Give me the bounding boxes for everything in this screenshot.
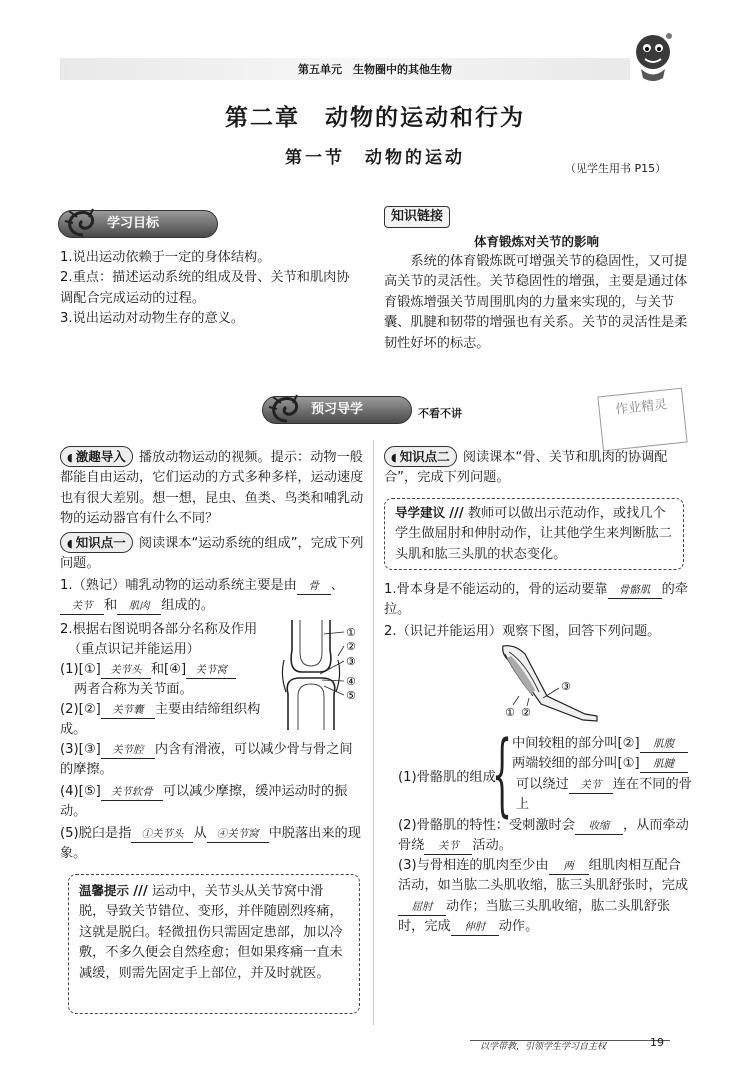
m1-line [512,775,692,816]
m2 [398,816,690,857]
sub-text: 可以减少摩擦，缓冲运动时的振动。 [60,784,348,820]
answer-blank: 关节头 [101,663,151,679]
sub-text: (2)[ [60,702,84,717]
m1-line [512,754,692,774]
sub1 [60,660,285,701]
sub-text: ] [180,662,187,677]
column-divider [373,440,374,1025]
stamp: 作业精灵 [597,388,687,452]
learning-goals-list [60,248,360,330]
sub2 [60,700,285,741]
sub-text: 两者合称为关节面。 [74,682,193,698]
m1-text: 两端较细的部分叫[ [512,756,623,772]
knee-joint-diagram [280,620,365,730]
page-number: 19 [650,1036,664,1049]
knowledge-link-body: 系统的体育锻炼既可增强关节的稳固性，又可提高关节的灵活性。关节稳固性的增强，主要是通过体育锻炼增强关节周围肌肉的力量来实现的，与关节囊、肌腱和韧带的增强也有关系。关节的灵活性是柔韧性好坏的标志。 [384,254,688,351]
m3-text: 动作；当肱三头肌收缩，肱二头肌舒张时，完成 [398,898,671,935]
swirl-icon [63,205,103,241]
slash-icon: /// [449,506,464,521]
m2-text: 活动。 [472,838,512,854]
intro-block [60,446,365,530]
sub-text: 中脱落出来的现象。 [60,826,361,862]
arm-label: ③ [561,680,571,693]
sub-num: ④ [169,662,181,677]
answer-blank: 肌肉 [117,599,161,615]
sub-text: ] [95,784,101,799]
answer-blank: 关节 [60,599,104,615]
sub-text: 从 [193,826,207,841]
sub-num: ⑤ [83,784,96,799]
m2-text: (2)骨骼肌的特性：受刺激时会 [398,818,575,833]
intro-text: 播放动物运动的视频。提示：动物一般都能自由运动，它们运动的方式多种多样，运动速度也有很大差别。想一想，昆虫、鱼类、鸟类和哺乳动物的运动器官有什么不同？ [60,450,364,527]
answer-blank: 关节囊 [101,703,155,719]
m3-text: 动作。 [498,919,539,935]
answer-blank: 屈肘 [398,900,446,916]
q2 [60,620,290,661]
slash-icon: /// [133,884,148,899]
m1-text: ] [634,756,640,772]
sub5 [60,824,365,865]
q2-subtext: （重点识记并能运用） [68,642,200,658]
m1-label: (1)骨骼肌的组成 [398,770,496,785]
diagram-label: ③ [346,655,356,668]
section-title: 第一节 动物的运动 [285,148,465,168]
m2-text: ，从而牵动骨绕 [398,818,689,854]
knowledge-link-title: 体育锻炼对关节的影响 [473,234,599,249]
sub-text: 内含有滑液，可以减少骨与骨之间的摩擦。 [60,742,353,778]
m1-text: 连在不同的骨上 [516,776,692,813]
answer-blank: 肌腹 [640,737,688,753]
sub-text: (5)脱臼是指 [60,826,132,841]
sub-text: (3)[ [60,742,84,757]
q1-text: 、 [330,578,344,593]
knowledge-link-tag: 知识链接 [384,206,450,228]
sub-text: ] [95,662,101,677]
m3 [398,856,690,938]
answer-blank: 关节软骨 [101,785,163,801]
m1-num: ② [622,736,635,751]
arm-label: ② [521,706,531,719]
kp2-tag: ◖ 知识点二 [384,446,457,467]
sub-text: 和[ [150,662,170,677]
preview-subtitle: 不看不讲 [418,407,462,420]
answer-blank: ④关节窝 [207,827,269,843]
preview-banner [262,396,412,424]
goal-item: 2.重点：描述运动系统的组成及骨、关节和肌肉协调配合完成运动的过程。 [60,270,350,306]
guide-title: 导学建议 [395,505,446,520]
warm-tip-box [68,874,360,1014]
sub4 [60,782,365,823]
learning-goals-banner [58,210,218,238]
unit-header: 第五单元 生物圈中的其他生物 [298,63,452,76]
m3-text: (3)与骨相连的肌肉至少由 [398,858,549,873]
m1-text: ] [634,736,640,751]
sub-text: (4)[ [60,784,84,799]
diagram-label: ② [346,640,356,653]
guide-box [384,498,684,570]
kp1-text: 阅读课本“运动系统的组成”，完成下列问题。 [60,536,364,572]
chapter-title: 第二章 动物的运动和行为 [225,104,525,131]
m1-text: 中间较粗的部分叫[ [512,736,623,751]
q1-text: 和 [104,598,118,614]
sub-text: (1)[ [60,662,84,677]
answer-blank: ①关节头 [131,827,193,843]
preview-title: 预习导学 [311,402,364,417]
sub3 [60,740,365,781]
m1-text: 可以绕过 [516,776,569,792]
answer-blank: 肌腱 [640,757,688,773]
warm-tip-title: 温馨提示 [79,883,130,898]
q1-text: 1.（熟记）哺乳动物的运动系统主要是由 [60,578,297,593]
intro-tag: ◖ 激趣导入 [60,446,133,467]
q1-text: 组成的。 [161,598,214,614]
goal-item: 3.说出运动对动物生存的意义。 [60,311,245,327]
diagram-label: ④ [346,675,356,688]
r1 [384,580,689,621]
sub-text: ] [95,742,101,757]
m1-num: ① [622,756,635,772]
r2: 2.（识记并能运用）观察下图，回答下列问题。 [384,624,661,639]
sub-text: ] [95,702,101,717]
sub-num: ① [83,662,96,677]
page-reference: （见学生用书 P15） [565,162,667,175]
r1-text: 1.骨本身是不能运动的，骨的运动要靠 [384,582,608,597]
sub-text: 主要由结缔组织构成。 [60,702,261,738]
kp1-block [60,532,365,575]
answer-blank: 骨骼肌 [608,583,662,599]
r1-text: 的牵拉。 [384,582,688,618]
diagram-label: ① [346,626,356,639]
diagram-label: ⑤ [346,689,356,702]
q1 [60,576,360,617]
warm-tip-text: 运动中，关节头从关节窝中滑脱，导致关节错位、变形，并伴随剧烈疼痛，这就是脱臼。轻微扭伤只需固定患部，加以冷敷，不多久便会自然痊愈；但如果疼痛一直未减缓，则需先固定手上部位，并及时就医。 [79,884,343,981]
brace-icon: { [492,722,513,827]
learning-goals-title: 学习目标 [107,216,160,231]
answer-blank: 伸肘 [451,920,499,936]
footer-slogan: 以学带教，引领学生学习自主权 [480,1042,607,1052]
answer-blank: 收缩 [575,819,623,835]
arm-muscle-diagram [485,642,605,726]
swirl-icon [267,391,307,427]
answer-blank: 骨 [297,579,331,595]
answer-blank: 关节 [569,778,613,794]
answer-blank: 两 [549,859,589,875]
answer-blank: 关节 [424,839,472,855]
m3-text: 组肌肉相互配合活动，如当肱二头肌收缩，肱三头肌舒张时，完成 [398,858,689,894]
sub-num: ③ [83,742,96,757]
mascot-icon [625,28,685,88]
kp2-block [384,446,689,489]
kp1-tag: ◖ 知识点一 [60,532,133,553]
q2-text: 2.根据右图说明各部分名称及作用 [60,622,258,637]
guide-text: 教师可以做出示范动作，或找几个学生做屈肘和伸肘动作，让其他学生来判断肱二头肌和肱三头肌的状态变化。 [395,506,672,562]
answer-blank: 关节窝 [186,663,236,679]
answer-blank: 关节腔 [101,743,155,759]
sub-num: ② [83,702,96,717]
kp2-text: 阅读课本“骨、关节和肌肉的协调配合”，完成下列问题。 [384,450,668,486]
m1-lines [512,734,692,816]
m1-line [512,734,692,754]
arm-label: ① [505,706,515,719]
goal-item: 1.说出运动依赖于一定的身体结构。 [60,250,271,265]
